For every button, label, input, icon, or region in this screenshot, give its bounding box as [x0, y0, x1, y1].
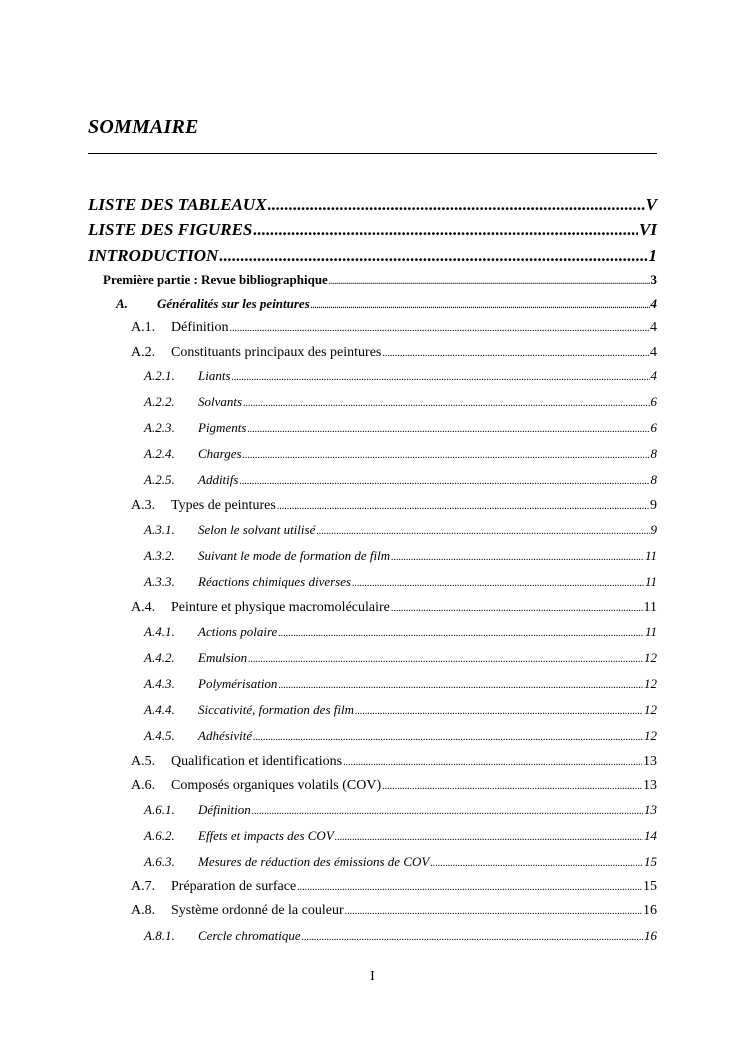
toc-entry-number: A.3.3. — [144, 574, 175, 589]
toc-entry-page: 3 — [650, 272, 657, 287]
toc-entry-page: 12 — [644, 650, 657, 665]
toc-entry — [131, 903, 657, 919]
toc-entry-page: 4 — [650, 296, 657, 311]
toc-entry — [88, 246, 657, 266]
toc-entry-label: LISTE DES FIGURES — [88, 220, 253, 239]
toc-entry — [116, 296, 657, 312]
toc-entry-label: Réactions chimiques diverses — [198, 574, 352, 589]
toc-dot-leader — [329, 277, 650, 286]
toc-entry-page: 15 — [644, 854, 657, 869]
toc-entry-page: 12 — [644, 676, 657, 691]
toc-entry-label: Additifs — [198, 472, 239, 487]
toc-dot-leader — [302, 932, 643, 943]
title-rule — [88, 153, 657, 154]
toc-dot-leader — [391, 603, 643, 614]
toc-entry — [144, 574, 657, 590]
toc-entry-page: 4 — [650, 345, 657, 360]
toc-dot-leader — [253, 732, 643, 743]
toc-dot-leader — [391, 552, 644, 563]
toc-entry-number: A.2.2. — [144, 394, 175, 409]
toc-entry — [131, 778, 657, 794]
toc-entry-label: Cercle chromatique — [198, 928, 301, 943]
toc-entry-label: Pigments — [198, 420, 247, 435]
toc-entry — [144, 368, 657, 384]
toc-entry — [144, 472, 657, 488]
toc-entry — [131, 600, 657, 616]
toc-entry-number: A.3.2. — [144, 548, 175, 563]
toc-dot-leader — [311, 301, 650, 310]
toc-entry-page: 11 — [643, 600, 657, 615]
toc-dot-leader — [335, 832, 643, 843]
toc-entry-label: Mesures de réduction des émissions de COV — [198, 854, 430, 869]
toc-entry-label: Solvants — [198, 394, 243, 409]
toc-dot-leader — [243, 398, 649, 409]
toc-entry-page: 6 — [650, 394, 657, 409]
toc-entry — [144, 548, 657, 564]
toc-entry-page: 4 — [650, 368, 657, 383]
toc-entry — [88, 220, 657, 240]
toc-entry-page: V — [645, 195, 657, 214]
toc-entry-number: A.2.3. — [144, 420, 175, 435]
toc-entry-page: 12 — [644, 728, 657, 743]
toc-entry-label: Effets et impacts des COV — [198, 828, 334, 843]
toc-dot-leader — [316, 526, 649, 537]
toc-entry-number: A.6.1. — [144, 802, 175, 817]
toc-entry-page: 8 — [650, 472, 657, 487]
toc-entry — [131, 345, 657, 361]
toc-dot-leader — [239, 476, 649, 487]
toc-entry-number: A. — [116, 296, 128, 311]
toc-entry-number: A.3. — [131, 498, 156, 513]
toc-dot-leader — [232, 372, 650, 383]
toc-entry-label: Définition — [198, 802, 251, 817]
toc-entry-number: A.6.2. — [144, 828, 175, 843]
toc-entry-number: A.7. — [131, 879, 156, 894]
toc-entry-number: A.4.2. — [144, 650, 175, 665]
toc-entry-page: 9 — [650, 522, 657, 537]
toc-dot-leader — [345, 906, 642, 917]
toc-dot-leader — [430, 858, 643, 869]
toc-entry-label: Définition — [171, 320, 229, 335]
toc-entry-label: Actions polaire — [198, 624, 278, 639]
toc-entry — [131, 320, 657, 336]
toc-entry-label: Peinture et physique macromoléculaire — [171, 600, 390, 615]
toc-entry-page: 13 — [643, 754, 657, 769]
toc-entry — [144, 828, 657, 844]
toc-entry-number: A.8.1. — [144, 928, 175, 943]
toc-entry-page: 11 — [644, 548, 657, 563]
toc-entry-page: 8 — [650, 446, 657, 461]
toc-dot-leader — [278, 628, 644, 639]
toc-entry — [144, 928, 657, 944]
toc-entry-label: Types de peintures — [171, 498, 276, 513]
toc-entry-number: A.2. — [131, 345, 156, 360]
toc-entry-page: 13 — [644, 802, 657, 817]
toc-entry — [144, 446, 657, 462]
toc-entry-label: LISTE DES TABLEAUX — [88, 195, 267, 214]
toc-entry-page: 11 — [644, 624, 657, 639]
toc-dot-leader — [248, 654, 643, 665]
toc-entry-label: Constituants principaux des peintures — [171, 345, 382, 360]
toc-entry-number: A.4. — [131, 600, 156, 615]
toc-entry — [144, 522, 657, 538]
toc-entry-page: 15 — [643, 879, 657, 894]
toc-entry-page: 14 — [644, 828, 657, 843]
toc-entry — [131, 879, 657, 895]
toc-dot-leader — [382, 348, 649, 359]
toc-entry-label: Emulsion — [198, 650, 248, 665]
toc-dot-leader — [355, 706, 643, 717]
toc-dot-leader — [219, 246, 647, 266]
toc-entry — [144, 728, 657, 744]
toc-entry-number: A.4.3. — [144, 676, 175, 691]
toc-entry-label: Siccativité, formation des film — [198, 702, 354, 717]
toc-entry-page: 6 — [650, 420, 657, 435]
toc-dot-leader — [382, 781, 642, 792]
toc-entry-label: Qualification et identifications — [171, 754, 343, 769]
toc-entry-page: VI — [639, 220, 657, 239]
toc-entry-number: A.6. — [131, 778, 156, 793]
toc-entry-label: Généralités sur les peintures — [157, 296, 310, 311]
toc-entry — [144, 650, 657, 666]
toc-entry-page: 9 — [650, 498, 657, 513]
toc-entry-number: A.4.5. — [144, 728, 175, 743]
page-number: I — [370, 969, 375, 984]
toc-entry-number: A.3.1. — [144, 522, 175, 537]
toc-entry-number: A.2.5. — [144, 472, 175, 487]
toc-entry-number: A.1. — [131, 320, 156, 335]
toc-dot-leader — [297, 882, 642, 893]
toc-dot-leader — [277, 501, 649, 512]
toc-entry-label: Adhésivité — [198, 728, 253, 743]
toc-entry-number: A.4.4. — [144, 702, 175, 717]
toc-entry — [131, 754, 657, 770]
toc-entry-number: A.2.4. — [144, 446, 175, 461]
toc-dot-leader — [278, 680, 643, 691]
toc-dot-leader — [252, 806, 643, 817]
toc-entry-label: Première partie : Revue bibliographique — [103, 272, 328, 287]
toc-entry — [144, 394, 657, 410]
toc-dot-leader — [343, 757, 642, 768]
toc-entry-page: 12 — [644, 702, 657, 717]
toc-entry — [144, 702, 657, 718]
toc-entry-label: Polymérisation — [198, 676, 278, 691]
page-title: SOMMAIRE — [88, 116, 199, 138]
toc-entry-number: A.2.1. — [144, 368, 175, 383]
toc-entry — [144, 676, 657, 692]
toc-entry-number: A.8. — [131, 903, 156, 918]
toc-entry-page: 13 — [643, 778, 657, 793]
toc-entry-label: Préparation de surface — [171, 879, 297, 894]
toc-entry-page: 16 — [644, 928, 657, 943]
toc-entry-page: 16 — [643, 903, 657, 918]
toc-entry — [144, 624, 657, 640]
toc-entry — [131, 498, 657, 514]
toc-entry-label: Charges — [198, 446, 242, 461]
toc-entry — [144, 420, 657, 436]
toc-entry-page: 4 — [650, 320, 657, 335]
toc-entry-page: 1 — [648, 246, 657, 265]
toc-dot-leader — [352, 578, 644, 589]
toc-dot-leader — [268, 195, 645, 215]
toc-dot-leader — [247, 424, 649, 435]
toc-entry-label: Composés organiques volatils (COV) — [171, 778, 382, 793]
toc-dot-leader — [253, 220, 638, 240]
toc-entry — [144, 802, 657, 818]
toc-entry-number: A.5. — [131, 754, 156, 769]
toc-entry-label: Suivant le mode de formation de film — [198, 548, 391, 563]
toc-entry-label: INTRODUCTION — [88, 246, 219, 265]
toc-dot-leader — [230, 323, 649, 334]
toc-entry-label: Liants — [198, 368, 231, 383]
toc-entry-label: Selon le solvant utilisé — [198, 522, 316, 537]
toc-entry-label: Système ordonné de la couleur — [171, 903, 344, 918]
toc-entry — [144, 854, 657, 870]
toc-entry — [103, 272, 657, 288]
toc-entry — [88, 195, 657, 215]
toc-entry-number: A.4.1. — [144, 624, 175, 639]
toc-entry-number: A.6.3. — [144, 854, 175, 869]
toc-entry-page: 11 — [644, 574, 657, 589]
toc-dot-leader — [243, 450, 650, 461]
